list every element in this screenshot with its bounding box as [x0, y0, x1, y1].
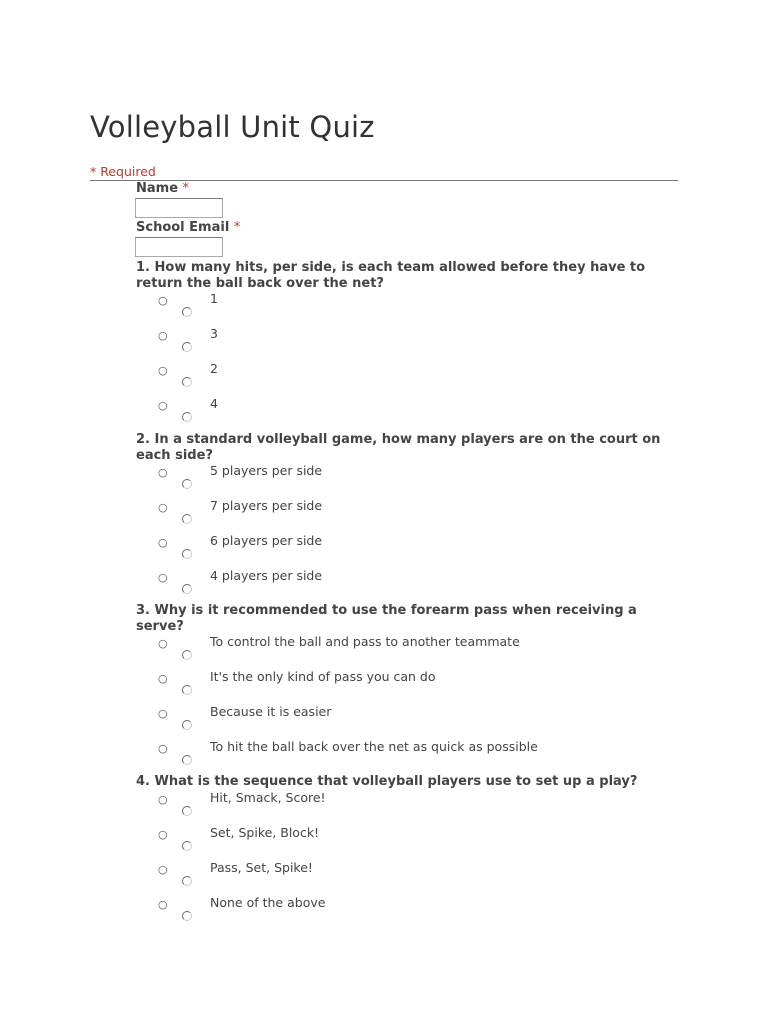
bullet-icon: ○ — [158, 294, 168, 307]
question-1-option-3[interactable] — [0, 361, 768, 399]
bullet-icon: ○ — [158, 501, 168, 514]
radio-button[interactable] — [182, 412, 192, 422]
school-email-required-star: * — [233, 220, 241, 235]
option-label: Hit, Smack, Score! — [210, 790, 326, 805]
radio-button[interactable] — [182, 514, 192, 524]
question-4: 4. What is the sequence that volleyball players use to set up a play? — [136, 774, 638, 789]
option-label: 4 — [210, 396, 218, 411]
question-3-option-4[interactable] — [0, 739, 768, 777]
radio-button[interactable] — [182, 806, 192, 816]
radio-button[interactable] — [182, 307, 192, 317]
question-2-option-2[interactable] — [0, 498, 768, 536]
required-label: Required — [100, 164, 156, 179]
radio-button[interactable] — [182, 650, 192, 660]
question-4-option-2[interactable] — [0, 825, 768, 863]
option-label: None of the above — [210, 895, 326, 910]
question-2: 2. In a standard volleyball game, how many players are on the court on each side? — [136, 432, 661, 463]
name-label — [136, 181, 189, 196]
radio-button[interactable] — [182, 685, 192, 695]
radio-button[interactable] — [182, 479, 192, 489]
question-4-option-3[interactable] — [0, 860, 768, 898]
question-3-option-3[interactable] — [0, 704, 768, 742]
question-4-option-1[interactable] — [0, 790, 768, 828]
school-email-label — [136, 220, 240, 235]
option-label: To hit the ball back over the net as quick as possible — [210, 739, 538, 754]
option-label: 5 players per side — [210, 463, 323, 478]
name-label-text: Name — [136, 181, 179, 196]
option-label: Pass, Set, Spike! — [210, 860, 313, 875]
bullet-icon: ○ — [158, 742, 168, 755]
bullet-icon: ○ — [158, 364, 168, 377]
option-label: 2 — [210, 361, 218, 376]
radio-button[interactable] — [182, 377, 192, 387]
option-label: 3 — [210, 326, 218, 341]
bullet-icon: ○ — [158, 898, 168, 911]
question-3-option-1[interactable] — [0, 634, 768, 672]
option-label: 6 players per side — [210, 533, 323, 548]
bullet-icon: ○ — [158, 571, 168, 584]
bullet-icon: ○ — [158, 399, 168, 412]
bullet-icon: ○ — [158, 863, 168, 876]
radio-button[interactable] — [182, 841, 192, 851]
question-3: 3. Why is it recommended to use the forearm pass when receiving a serve? — [136, 603, 637, 634]
question-2-option-4[interactable] — [0, 568, 768, 606]
bullet-icon: ○ — [158, 672, 168, 685]
radio-button[interactable] — [182, 755, 192, 765]
bullet-icon: ○ — [158, 466, 168, 479]
bullet-icon: ○ — [158, 329, 168, 342]
radio-button[interactable] — [182, 342, 192, 352]
bullet-icon: ○ — [158, 637, 168, 650]
radio-button[interactable] — [182, 876, 192, 886]
radio-button[interactable] — [182, 911, 192, 921]
bullet-icon: ○ — [158, 828, 168, 841]
school-email-label-text: School Email — [136, 220, 230, 235]
question-1-option-4[interactable] — [0, 396, 768, 434]
question-2-option-3[interactable] — [0, 533, 768, 571]
name-required-star: * — [182, 181, 190, 196]
radio-button[interactable] — [182, 584, 192, 594]
question-1-option-2[interactable] — [0, 326, 768, 364]
option-label: To control the ball and pass to another teammate — [210, 634, 520, 649]
radio-button[interactable] — [182, 549, 192, 559]
option-label: Because it is easier — [210, 704, 332, 719]
question-1-option-1[interactable] — [0, 291, 768, 329]
option-label: It's the only kind of pass you can do — [210, 669, 436, 684]
option-label: Set, Spike, Block! — [210, 825, 320, 840]
question-4-option-4[interactable] — [0, 895, 768, 933]
option-label: 7 players per side — [210, 498, 323, 513]
bullet-icon: ○ — [158, 707, 168, 720]
bullet-icon: ○ — [158, 793, 168, 806]
question-1: 1. How many hits, per side, is each team allowed before they have to return the ball back over the net? — [136, 260, 646, 291]
question-3-option-2[interactable] — [0, 669, 768, 707]
page-title: Volleyball Unit Quiz — [90, 110, 375, 144]
school-email-input[interactable] — [135, 237, 223, 257]
radio-button[interactable] — [182, 720, 192, 730]
required-note — [90, 164, 156, 179]
name-input[interactable] — [135, 198, 223, 218]
bullet-icon: ○ — [158, 536, 168, 549]
question-2-option-1[interactable] — [0, 463, 768, 501]
option-label: 4 players per side — [210, 568, 323, 583]
option-label: 1 — [210, 291, 218, 306]
required-star: * — [90, 164, 97, 179]
